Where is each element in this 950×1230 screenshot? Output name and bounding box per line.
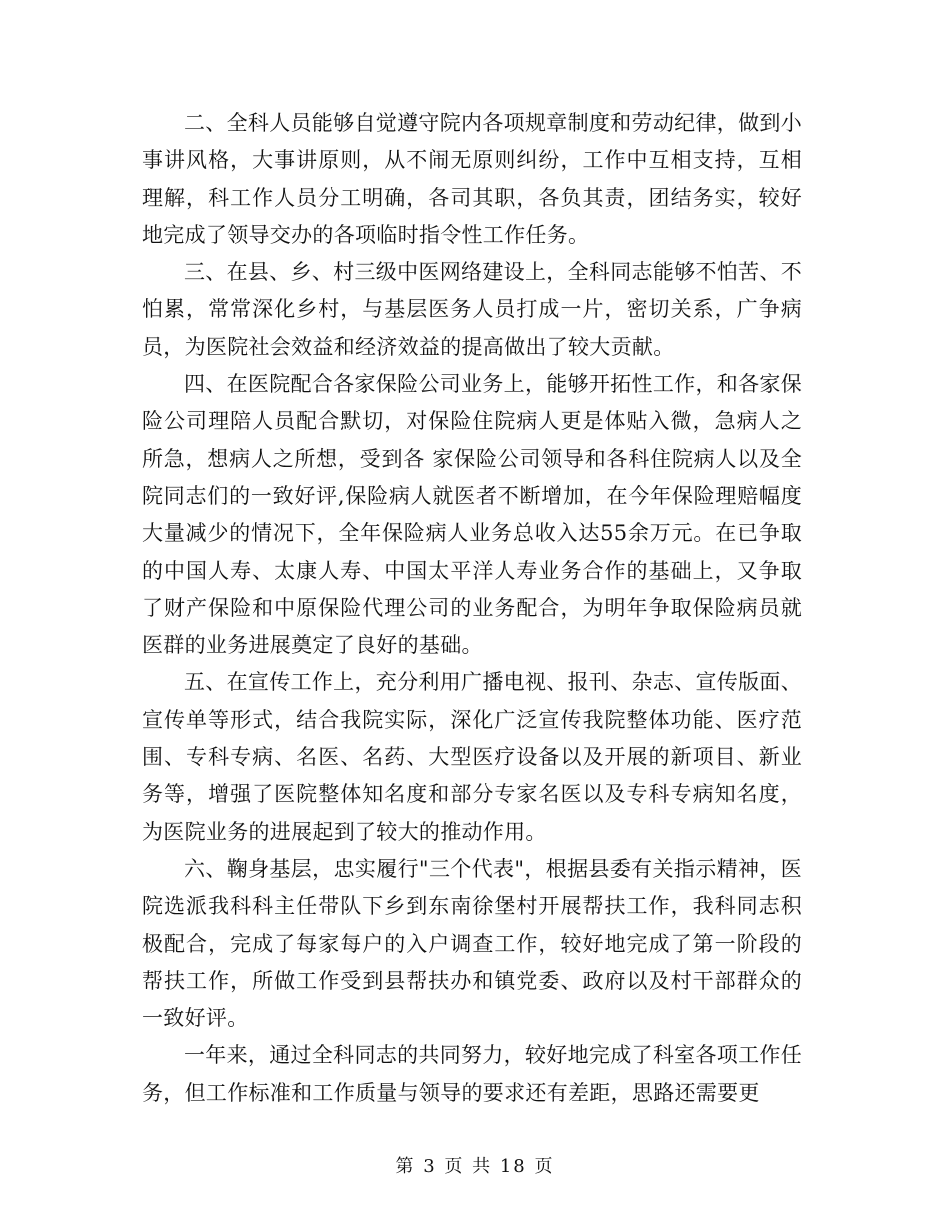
paragraph-6: 六、鞠身基层，忠实履行"三个代表"，根据县委有关指示精神，医院选派我科科主任带队下乡到东南徐堡村开展帮扶工作，我科同志积极配合，完成了每家每户的入户调查工作，较好地完成了第一阶段的帮扶工作，所做工作受到县帮扶办和镇党委、政府以及村干部群众的一致好评。 <box>142 856 802 1031</box>
page-number-footer: 第 3 页 共 18 页 <box>395 1156 555 1177</box>
paragraph-5: 五、在宣传工作上，充分利用广播电视、报刊、杂志、宣传版面、宣传单等形式，结合我院实际，深化广泛宣传我院整体功能、医疗范围、专科专病、名医、名药、大型医疗设备以及开展的新项目、新业务等，增强了医院整体知名度和部分专家名医以及专科专病知名度，为医院业务的进展起到了较大的推动作用。 <box>142 670 802 844</box>
paragraph-3: 三、在县、乡、村三级中医网络建设上，全科同志能够不怕苦、不怕累，常常深化乡村，与基层医务人员打成一片，密切关系，广争病员，为医院社会效益和经济效益的提高做出了较大贡献。 <box>142 260 802 359</box>
paragraph-summary: 一年来，通过全科同志的共同努力，较好地完成了科室各项工作任务，但工作标准和工作质量与领导的要求还有差距，思路还需要更 <box>142 1043 802 1105</box>
paragraph-4: 四、在医院配合各家保险公司业务上，能够开拓性工作，和各家保险公司理陪人员配合默切，对保险住院病人更是体贴入微，急病人之所急，想病人之所想，受到各 家保险公司领导和各科住院病人以及全院同志们的一致好评,保险病人就医者不断增加，在今年保险理赔幅度大量减少的情况下，全年保险病人业务总收入达55余万元。在已争取的中国人寿、太康人寿、中国太平洋人寿业务合作的基础上，又争取了财产保险和中原保险代理公司的业务配合，为明年争取保险病员就医群的业务进展奠定了良好的基础。 <box>142 372 802 658</box>
document-body <box>142 105 802 1112</box>
paragraph-2: 二、全科人员能够自觉遵守院内各项规章制度和劳动纪律，做到小事讲风格，大事讲原则，从不闹无原则纠纷，工作中互相支持，互相理解，科工作人员分工明确，各司其职，各负其责，团结务实，较好地完成了领导交办的各项临时指令性工作任务。 <box>142 111 802 247</box>
